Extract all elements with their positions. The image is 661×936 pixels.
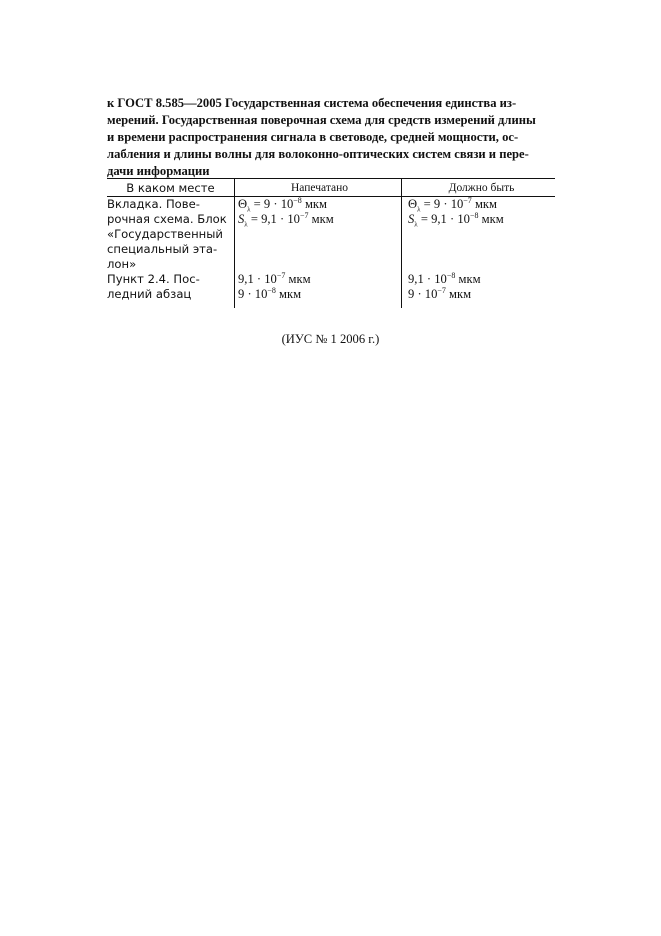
source-note: (ИУС № 1 2006 г.) xyxy=(281,332,380,346)
header-correct: Должно быть xyxy=(402,179,556,197)
heading-line: лабления и длины волны для волоконно-оптических систем связи и пере- xyxy=(107,147,529,161)
place-line: Вкладка. Пове- xyxy=(107,197,200,211)
formula: $S_\lambda = 9,1 \cdot 10^{-8}$ мкм xyxy=(408,210,504,229)
heading-line: и времени распространения сигнала в световоде, средней мощности, ос- xyxy=(107,130,519,144)
table-bottom-spacer xyxy=(107,302,555,308)
errata-heading xyxy=(107,95,555,180)
place-line: рочная схема. Блок xyxy=(107,212,227,226)
place-line: «Государственный xyxy=(107,227,223,241)
table-header-row xyxy=(107,179,555,197)
header-printed: Напечатано xyxy=(235,179,402,197)
spacer-cell xyxy=(402,302,556,308)
heading-line: мерений. Государственная поверочная схема для средств измерений длины xyxy=(107,113,536,127)
cell-correct xyxy=(402,272,556,302)
spacer-cell xyxy=(235,302,402,308)
place-line: ледний абзац xyxy=(107,287,192,301)
formula: $\Theta_\lambda = 9 \cdot 10^{-8}$ мкм xyxy=(238,195,328,214)
formula: $9,1 \cdot 10^{-8}$ мкм xyxy=(408,270,481,286)
table-row xyxy=(107,272,555,302)
cell-printed xyxy=(235,197,402,273)
cell-place xyxy=(107,197,235,273)
place-line: Пункт 2.4. Пос- xyxy=(107,272,200,286)
place-line: лон» xyxy=(107,257,137,271)
heading-line: к ГОСТ 8.585—2005 Государственная система обеспечения единства из- xyxy=(107,96,517,110)
formula: $\Theta_\lambda = 9 \cdot 10^{-7}$ мкм xyxy=(408,195,498,214)
table-row xyxy=(107,197,555,273)
heading-line: дачи информации xyxy=(107,164,210,178)
formula: $9 \cdot 10^{-7}$ мкм xyxy=(408,285,472,301)
cell-place xyxy=(107,272,235,302)
spacer-cell xyxy=(107,302,235,308)
cell-printed xyxy=(235,272,402,302)
formula: $S_\lambda = 9,1 \cdot 10^{-7}$ мкм xyxy=(238,210,334,229)
cell-correct xyxy=(402,197,556,273)
place-line: специальный эта- xyxy=(107,242,218,256)
formula: $9 \cdot 10^{-8}$ мкм xyxy=(238,285,302,301)
errata-table xyxy=(107,178,555,308)
formula: $9,1 \cdot 10^{-7}$ мкм xyxy=(238,270,311,286)
header-place: В каком месте xyxy=(107,179,235,197)
